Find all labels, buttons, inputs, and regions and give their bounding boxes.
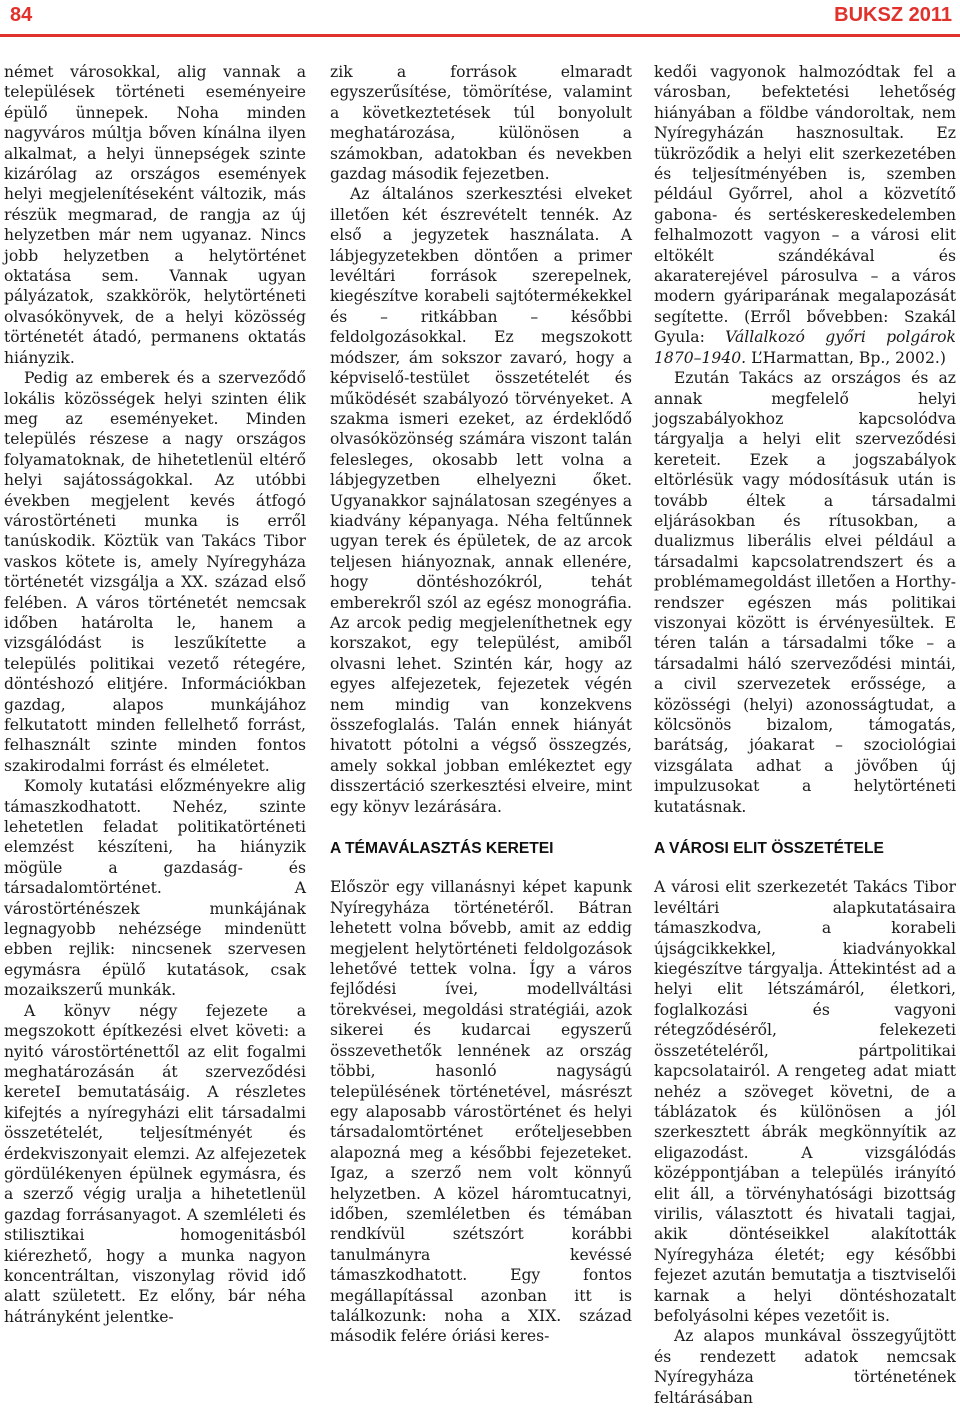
paragraph: Először egy villanásnyi képet kapunk Nyíregyháza történetéről. Bátran lehetett volna bővebb, amit az eddig megjelent helytörténeti feldolgozások lehetővé tettek volna. Így a város fejlődési ívei, modellváltási törekvései, megoldási stratégiái, azok sikerei és kudarcai egyszerű összevethetők lennének az ország többi, hasonló nagyságú településének történetével, másrészt egy alaposabb várostörténet és helyi társadalomtörténet erőteljesebben alapozná meg a későbbi fejezeteket. Igaz, a szerző nem volt könnyű helyzetben. A közel háromtucatnyi, időben, szemléletben és témában rendkívül szétszórt korábbi tanulmányra kevéssé támaszkodhatott. Egy fontos megállapítással azonban itt is találkozunk: noha a XIX. század második felére óriási keres- [330,878,632,1346]
paragraph: német városokkal, alig vannak a települések történeti eseményeire épülő ünnepek. Noha minden nagyváros múltja bőven kínálna ilyen alkalmat, a helyi ünnepségek szinte kizárólag az országos események helyi megjelenítéseként változik, más részük megmarad, de rangja az új helyzetben már nem ugyanaz. Nincs jobb helyzetben a helytörténet oktatása sem. Vannak ugyan pályázatok, szakkörök, helytörténeti olvasókönyvek, de a helyi közösség történetét átadó, permanens oktatás hiányzik. [4,63,306,367]
text-column-1 [4,62,306,1326]
paragraph: Ezután Takács az országos és az annak megfelelő helyi jogszabályokhoz kapcsolódva tárgyalja a helyi elit szerveződési kereteit. Ezek a jogszabályok eltörlésük vagy módosításuk után is tovább éltek a társadalmi eljárásokban és rítusokban, a dualizmus liberális elvei például a társadalmi kapcsolatrendszert és a problémamegoldást illetően a Horthy-rendszer egészen más politikai viszonyai között is érvényesültek. E téren talán a társadalmi tőke – a társadalmi háló szerveződési mintái, a civil szervezetek erőssége, a közösségi (helyi) azonosságtudat, a kölcsönös bizalom, támogatás, barátság, jóakarat – szociológiai vizsgálata adhat a jövőben új impulzusokat a helytörténeti kutatásnak. [654,369,956,816]
text-column-3 [654,62,956,1407]
paragraph: Komoly kutatási előzményekre alig támaszkodhatott. Nehéz, szinte lehetetlen feladat politikatörténeti elemzést készíteni, ha hiányzik mögüle a gazdaság- és társadalomtörténet. A várostörténészek munkájának legnagyobb nehézsége mindenütt ebben rejlik: nincsenek szervesen egymásra épülő kutatások, csak mozaikszerű munkák. [4,777,306,1000]
section-heading: A TÉMAVÁLASZTÁS KERETEI [330,840,554,858]
paragraph: Az általános szerkesztési elveket illetően két észrevételt tennék. Az első a jegyzetek használata. A lábjegyzetekben döntően a primer levéltári források szerepelnek, kiegészítve korabeli sajtótermékekkel és – ritkábban – későbbi feldolgozásokkal. Ez megszokott módszer, ám sokszor zavaró, hogy a képviselő-testület összetételét és működését szabályozó törvényeket. A szakma ismeri ezeket, az érdeklődő olvasóközönség számára viszont talán felesleges, okosabb lett volna a lábjegyzetben elhelyezni őket. Ugyanakkor sajnálatosan szegényes a kiadvány képanyaga. Néha feltűnnek ugyan terek és épületek, de az arcok teljesen hiányoznak, annak ellenére, hogy döntéshozókról, tehát emberekről szól az egész monográfia. Az arcok pedig megjeleníthetnek egy korszakot, egy települést, amiből olvasni lehet. Szintén kár, hogy az egyes alfejezetek, fejezetek végén nem mindig van konzekvens összefoglalás. Talán ennek hiányát hivatott pótolni a végső összegzés, amely sokkal jobban emlékeztet egy disszertáció szerkesztési elveire, mint egy könyv lezárására. [330,185,632,816]
paragraph: Pedig az emberek és a szerveződő lokális közösségek helyi szinten élik meg az eseményeket. Minden település részese a nagy országos folyamatoknak, de hihetetlenül eltérő helyi sajátosságokkal. Az utóbbi években megjelent kevés átfogó várostörténeti munka is erről tanúskodik. Köztük van Takács Tibor vaskos kötete is, amely Nyíregyháza történetét vizsgálja a XX. század első felében. A város történetét nemcsak időben határolta le, hanem a vizsgálódást is leszűkítette a település politikai vezető rétegére, döntéshozó elitjére. Információkban gazdag, alapos munkájához felkutatott minden fellelhető forrást, felhasznált szinte minden fontos szakirodalmi forrást és elméletet. [4,369,306,775]
paragraph: A városi elit szerkezetét Takács Tibor levéltári alapkutatásaira támaszkodva, a korabeli újságcikkekkel, kiadványokkal kiegészítve tárgyalja. Áttekintést ad a helyi elit létszámáról, életkori, foglalkozási és vagyoni rétegződéséről, felekezeti összetételéről, pártpolitikai kapcsolatairól. A rengeteg adat miatt nehéz a szöveget követni, de a táblázatok és különösen a jól szerkesztett ábrák megkönnyítik az eligazodást. A vizsgálódás középpontjában a település irányító elit áll, a törvényhatósági bizottság virilis, választott és hivatali tagjai, akik döntéseikkel alakították Nyíregyháza életét; egy későbbi fejezet azután bemutatja a tisztviselői karnak a helyi döntéshozatalt befolyásolni képes vezetőit is. [654,878,956,1325]
paragraph: zik a források elmaradt egyszerűsítése, tömörítése, valamint a következtetések túl bonyolult meghatározása, különösen a számokban, adatokban és nevekben gazdag második fejezetben. [330,63,632,184]
paragraph-text: L’Harmattan, Bp., 2002.) [746,348,946,367]
page-header [0,0,960,37]
page-number: 84 [10,4,33,26]
book-title: Vállalkozó győri polgárok 1870–1940. [654,328,956,367]
section-heading: A VÁROSI ELIT ÖSSZETÉTELE [654,840,884,858]
journal-title: BUKSZ 2011 [834,4,952,26]
article-body [4,62,956,1407]
paragraph: Az alapos munkával összegyűjtött és rendezett adatok nemcsak Nyíregyháza történetének feltárásában [654,1327,956,1407]
paragraph [654,62,956,368]
paragraph-text: kedői vagyonok halmozódtak fel a városban, befektetési lehetőség hiányában a földbe vándoroltak, nem Nyíregyházán hasznosultak. Ez tükröződik a helyi elit szerkezetében és teljesítményében is, szemben például Győrrel, ahol a közvetítő gabona- és sertéskereskedelemben felhalmozott vagyon – a városi elit eltökélt szándékával és akaraterejével párosulva – a város modern gyáriparának megalapozását segítette. (Erről bővebben: Szakál Gyula: [654,63,956,347]
paragraph: A könyv négy fejezete a megszokott építkezési elvet követi: a nyitó várostörténettől az elit fogalmi meghatározásán át szerveződési kereteI bemutatásáig. A részletes kifejtés a nyíregyházi elit társadalmi összetételét, teljesítményét és érdekviszonyait elemzi. Az alfejezetek gördülékenyen épülnek egymásra, és a szerző végig uralja a hihetetlenül gazdag forrásanyagot. A szemléleti és stilisztikai homogenitásból kiérezhető, hogy a munka nagyon koncentráltan, viszonylag rövid idő alatt született. Ez előny, bár néha hátrányként jelentke- [4,1001,306,1326]
text-column-2 [330,62,632,1346]
